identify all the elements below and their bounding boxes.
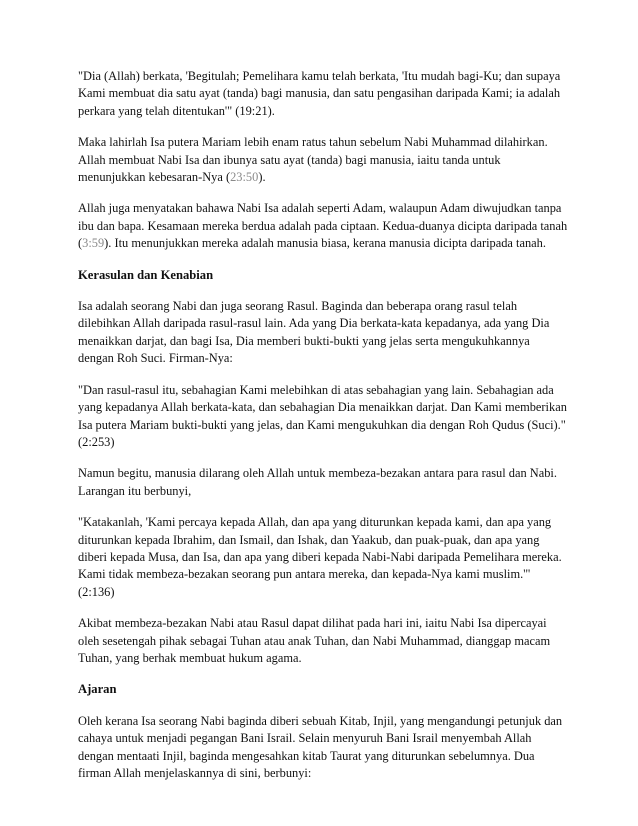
paragraph-quran-2-136	[78, 514, 568, 601]
paragraph-birth-of-isa	[78, 134, 568, 186]
paragraph-akibat	[78, 615, 568, 667]
paragraph-text: "Dia (Allah) berkata, 'Begitulah; Pemelihara kamu telah berkata, 'Itu mudah bagi-Ku; dan supaya Kami membuat dia satu ayat (tanda) bagi manusia, dan satu pengasihan daripada Kami; ia adalah perkara yang telah ditentukan'" (19:21).	[78, 69, 561, 118]
paragraph-quran-2-253	[78, 382, 568, 452]
paragraph-larangan	[78, 465, 568, 500]
paragraph-text: Maka lahirlah Isa putera Mariam lebih enam ratus tahun sebelum Nabi Muhammad dilahirkan. Allah membuat Nabi Isa dan ibunya satu ayat (tanda) bagi manusia, iaitu tanda untuk menunjukkan kebesaran-Nya (	[78, 135, 548, 185]
verse-reference-link[interactable]: 3:59	[82, 236, 105, 251]
paragraph-text: ). Itu menunjukkan mereka adalah manusia biasa, kerana manusia dicipta daripada tanah.	[104, 236, 546, 251]
heading-text: Kerasulan dan Kenabian	[78, 267, 214, 282]
heading-text: Ajaran	[78, 682, 117, 697]
paragraph-text: Allah juga menyatakan bahawa Nabi Isa adalah seperti Adam, walaupun Adam diwujudkan tanpa ibu dan bapa. Kesamaan mereka berdua adalah pada ciptaan. Kedua-duanya dicipta daripada tanah (	[78, 201, 568, 251]
document-page	[78, 68, 568, 796]
paragraph-text: Oleh kerana Isa seorang Nabi baginda diberi sebuah Kitab, Injil, yang mengandungi petunjuk dan cahaya untuk menjadi pegangan Bani Israil. Selain menyuruh Bani Israil menyembah Allah dengan mentaati Injil, baginda mengesahkan kitab Taurat yang diturunkan sebelumnya. Dua firman Allah menjelaskannya di sini, berbunyi:	[78, 713, 563, 780]
paragraph-injil	[78, 713, 568, 783]
paragraph-text: Namun begitu, manusia dilarang oleh Allah untuk membeza-bezakan antara para rasul dan Nabi. Larangan itu berbunyi,	[78, 466, 557, 498]
paragraph-isa-like-adam	[78, 200, 568, 252]
verse-reference-link[interactable]: 23:50	[230, 170, 259, 185]
paragraph-text: "Dan rasul-rasul itu, sebahagian Kami melebihkan di atas sebahagian yang lain. Sebahagian ada yang kepadanya Allah berkata-kata, dan sebahagian Dia menaikkan darjat. Dan Kami memberikan Isa putera Mariam bukti-bukti yang jelas, dan Kami mengukuhkan dia dengan Roh Qudus (Suci)." (2:253)	[78, 382, 567, 449]
section-heading-kerasulan	[78, 267, 568, 284]
paragraph-nabi-dan-rasul	[78, 298, 568, 368]
section-heading-ajaran	[78, 681, 568, 698]
paragraph-text: "Katakanlah, 'Kami percaya kepada Allah, dan apa yang diturunkan kepada kami, dan apa yang diturunkan kepada Ibrahim, dan Ismail, dan Ishak, dan Yaakub, dan puak-puak, dan apa yang diberi kepada Musa, dan Isa, dan apa yang diberi kepada Nabi-Nabi daripada Pemelihara mereka. Kami tidak membeza-bezakan seorang pun antara mereka, dan kepada-Nya kami muslim.'" (2:136)	[78, 515, 562, 599]
paragraph-text: Isa adalah seorang Nabi dan juga seorang Rasul. Baginda dan beberapa orang rasul telah dilebihkan Allah daripada rasul-rasul lain. Ada yang Dia berkata-kata kepadanya, ada yang Dia menaikkan darjat, dan bagi Isa, Dia memberi bukti-bukti yang jelas serta mengukuhkannya dengan Roh Suci. Firman-Nya:	[78, 299, 550, 366]
paragraph-text: ).	[258, 170, 266, 185]
paragraph-text: Akibat membeza-bezakan Nabi atau Rasul dapat dilihat pada hari ini, iaitu Nabi Isa dipercayai oleh sesetengah pihak sebagai Tuhan atau anak Tuhan, dan Nabi Muhammad, dianggap macam Tuhan, yang berhak membuat hukum agama.	[78, 616, 551, 665]
paragraph-quran-19-21	[78, 68, 568, 120]
